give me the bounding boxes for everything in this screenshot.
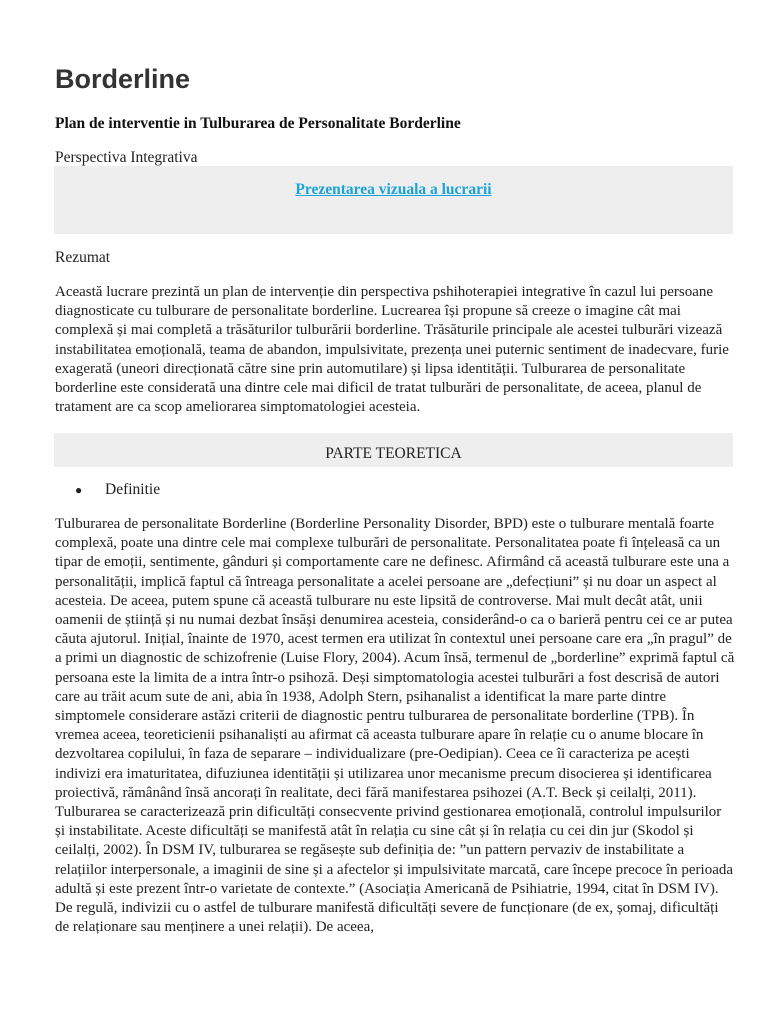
visual-presentation-box [54,166,733,234]
bullet-label: Definitie [105,481,161,498]
bullet-item [75,481,160,499]
document-subtitle: Plan de interventie in Tulburarea de Personalitate Borderline [55,115,461,132]
body-text: Tulburarea de personalitate Borderline (Borderline Personality Disorder, BPD) este o tulburare mentală foarte complexă, poate una dintre cele mai complexe tulburări de personalitate. Personalitatea poate fi înțeleasă ca un tipar de emoții, sentimente, gânduri și comportamente care ne definesc. Afirmând că această tulburare este una a personalității, implică faptul că întreaga personalitate a acelei persoane are „defecțiuni” și nu doar un aspect al acesteia. De aceea, putem spune că această tulburare nu este lipsită de controverse. Mai mult decât atât, unii oamenii de știință și nu numai dezbat însăși denumirea acesteia, considerând-o ca o barieră pentru cei ce ar putea căuta ajutorul. Inițial, înainte de 1970, acest termen era utilizat în contextul unei persoane care era „în pragul” de a primi un diagnostic de schizofrenie (Luise Flory, 2004). Acum însă, termenul de „borderline” exprimă faptul că persoana este la limita de a intra într-o psihoză. Deși simptomatologia acestei tulburări a fost descrisă de autori care au trăit acum sute de ani, abia în 1938, Adolph Stern, psihanalist a identificat la mare parte dintre simptomele considerare astăzi criterii de diagnostic pentru tulburarea de personalitate borderline (TPB). În vremea aceea, teoreticienii psihanaliști au afirmat că aceasta tulburare apare în relație cu o anume blocare în dezvoltarea copilului, în faza de separare – individualizare (pre-Oedipian). Ceea ce îi caracteriza pe acești indivizi era imaturitatea, difuziunea identității și utilizarea unor mecanisme precum disocierea și identificarea proiectivă, rămânând însă ancorați în realitate, deci fără manifestarea psihozei (A.T. Beck și ceilalți, 2011). Tulburarea se caracterizează prin dificultăți consecvente privind gestionarea emoțională, controlul impulsurilor și instabilitate. Aceste dificultăți se manifestă atât în relația cu sine cât și în relația cu cei din jur (Skodol și ceilalți, 2002). În DSM IV, tulburarea se regăsește sub definiția de: ”un pattern pervaziv de instabilitate a relațiilor interpersonale, a imaginii de sine și a afectelor și impulsivitate marcată, care începe precoce în perioada adultă și este prezent într-o varietate de contexte.” (Asociația Americană de Psihiatrie, 1994, citat în DSM IV). De regulă, indivizii cu o astfel de tulburare manifestă dificultăți severe de funcționare (de ex, șomaj, dificultăți de relaționare sau menținere a unei relații). De aceea, [55,516,735,936]
page-title: Borderline [55,64,191,94]
abstract-text: Această lucrare prezintă un plan de intervenție din perspectiva pshihoterapiei integrative în cazul lui persoane diagnosticate cu tulburare de personalitate borderline. Lucrearea își propune să creeze o imagine cât mai complexă și mai completă a trăsăturilor tulburării borderline. Trăsăturile principale ale acestei tulburări vizează instabilitatea emoțională, teama de abandon, impulsivitate, prezența unei puternic sentiment de inadecvare, furie exagerată (uneori direcționată către sine prin automutilare) și lipsa identității. Tulburarea de personalitate borderline este considerată una dintre cele mai dificil de tratat tulburări de personalitate, de aceea, planul de tratament are ca scop ameliorarea simptomatologiei acesteia. [55,284,729,416]
section-heading-box [54,433,733,467]
abstract-heading: Rezumat [55,249,111,266]
bullet-icon: ● [75,483,83,497]
visual-presentation-link[interactable]: Prezentarea vizuala a lucrarii [295,181,492,198]
perspective-label: Perspectiva Integrativa [55,149,198,166]
section-heading: PARTE TEORETICA [325,445,462,462]
